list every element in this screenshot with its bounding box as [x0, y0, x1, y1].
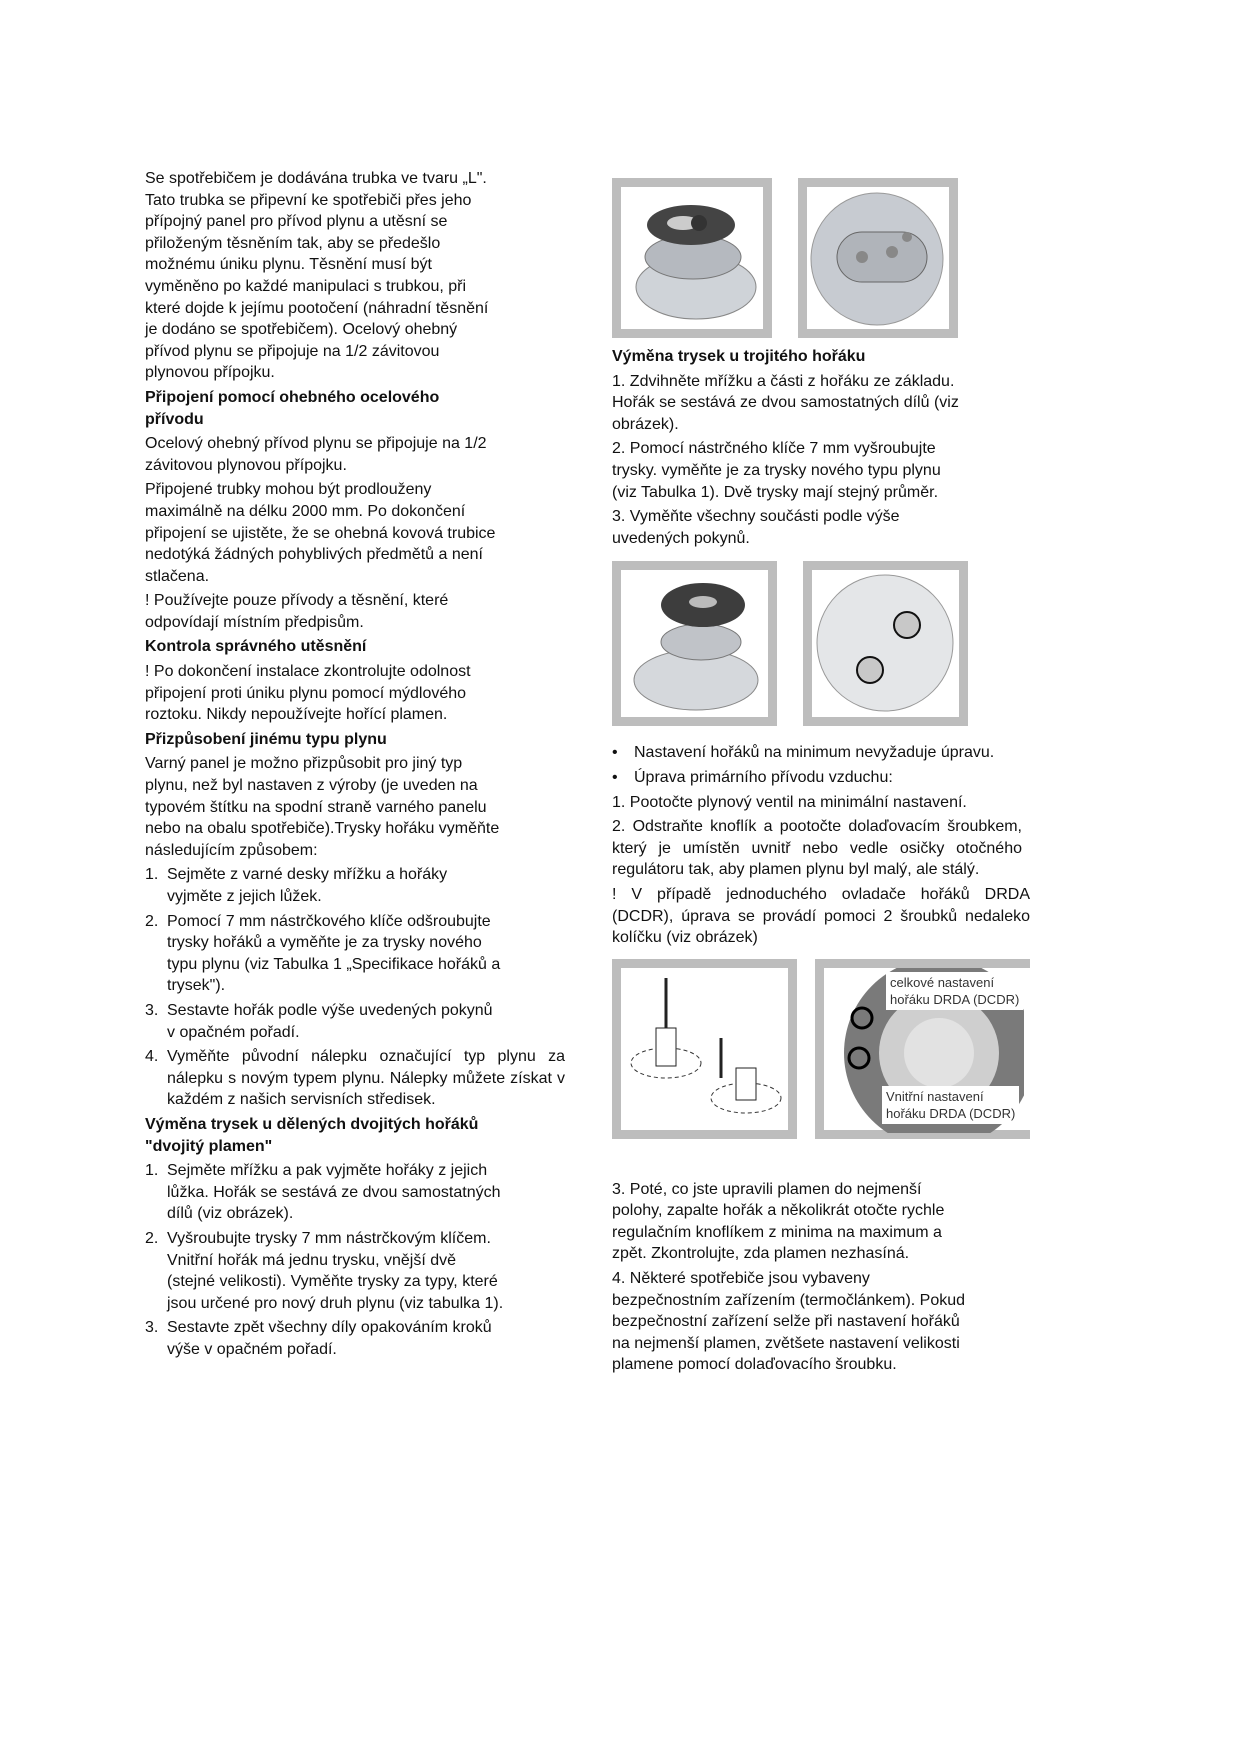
list-text: Sestavte zpět všechny díly opakováním kroků výše v opačném pořadí.: [167, 1319, 492, 1358]
list-text: Pomocí 7 mm nástrčkového klíče odšroubujte trysky hořáků a vyměňte je za trysky nového typu plynu (viz Tabulka 1 „Specifikace hořáků a trysek").: [167, 912, 501, 995]
paragraph: 1. Pootočte plynový ventil na minimální nastavení.: [612, 793, 967, 811]
bullet-icon: •: [612, 768, 618, 786]
section-heading: Výměna trysek u trojitého hořáku: [612, 348, 866, 365]
section-heading: Přizpůsobení jinému typu plynu: [145, 730, 387, 748]
paragraph: Připojené trubky mohou být prodlouženy maximálně na délku 2000 mm. Po dokončení připojení se ujistěte, že se ohebná kovová trubice nedotýká žádných pohyblivých předmětů a není stlačena.: [145, 481, 496, 585]
paragraph: 2. Odstraňte knoflík a pootočte dolaďovacím šroubkem, který je umístěn uvnitř nebo vedle osičky otočného regulátoru tak, aby plamen plynu byl malý, ale stálý.: [612, 818, 1022, 879]
section-heading: Připojení pomocí ohebného ocelového přívodu: [145, 388, 440, 428]
list-item: [145, 864, 575, 907]
bullet-text: Nastavení hořáků na minimum nevyžaduje úpravu.: [634, 744, 995, 762]
bullet-text: Úprava primárního přívodu vzduchu:: [634, 768, 893, 786]
figure-label: Vnitřní nastavení hořáku DRDA (DCDR): [882, 1086, 1019, 1124]
right-column: [612, 178, 1032, 1379]
triple-burner-exploded-figure: [612, 561, 777, 726]
figure-label: celkové nastavení hořáku DRDA (DCDR): [886, 972, 1023, 1010]
warning-paragraph: ! Po dokončení instalace zkontrolujte odolnost připojení proti úniku plynu pomocí mýdlového roztoku. Nikdy nepoužívejte hořící plamen.: [145, 663, 471, 724]
list-number: 1.: [145, 1162, 159, 1180]
paragraph: 3. Poté, co jste upravili plamen do nejmenší polohy, zapalte hořák a několikrát otočte rychle regulačním knoflíkem z minima na maximum a zpět. Zkontrolujte, zda plamen nezhasíná.: [612, 1180, 945, 1263]
list-number: 3.: [145, 1001, 159, 1019]
list-number: 3.: [145, 1319, 159, 1337]
paragraph: 2. Pomocí nástrčného klíče 7 mm vyšroubujte trysky. vyměňte je za trysky nového typu plynu (viz Tabulka 1). Dvě trysky mají stejný průměr.: [612, 440, 941, 501]
paragraph: 4. Některé spotřebiče jsou vybaveny bezpečnostním zařízením (termočlánkem). Pokud bezpečnostní zařízení selže při nastavení hořáků na nejmenší plamen, zvětšete nastavení velikosti plamene pomocí dolaďovacího šroubku.: [612, 1270, 966, 1374]
burner-exploded-figure: [612, 178, 772, 338]
warning-paragraph: ! Používejte pouze přívody a těsnění, které odpovídají místním předpisům.: [145, 592, 449, 631]
paragraph: Ocelový ohebný přívod plynu se připojuje na 1/2 závitovou plynovou přípojku.: [145, 435, 487, 474]
list-item: [145, 1160, 575, 1225]
section-heading: Kontrola správného utěsnění: [145, 638, 367, 656]
list-number: 1.: [145, 866, 159, 884]
valve-screw-figure: [612, 959, 797, 1139]
figure-row-dual-burner: [612, 178, 1032, 338]
section-heading: Výměna trysek u dělených dvojitých hořáků "dvojitý plamen": [145, 1115, 479, 1155]
list-text: Sestavte hořák podle výše uvedených pokynů v opačném pořadí.: [167, 1001, 493, 1041]
list-text: Sejměte z varné desky mřížku a hořáky vyjměte z jejich lůžek.: [167, 866, 448, 905]
list-item: [145, 1228, 575, 1314]
paragraph: 3. Vyměňte všechny součásti podle výše uvedených pokynů.: [612, 508, 900, 547]
list-text: Vyšroubujte trysky 7 mm nástrčkovým klíčem. Vnitřní hořák má jednu trysku, vnější dvě (stejné velikosti). Vyměňte trysky za typy, které jsou určené pro nový druh plynu (viz tabulka 1).: [167, 1229, 504, 1312]
list-item: [145, 911, 575, 997]
paragraph: Se spotřebičem je dodávána trubka ve tvaru „L". Tato trubka se připevní ke spotřebiči přes jeho přípojný panel pro přívod plynu a utěsní se přiloženým těsněním tak, aby se předešlo možnému úniku plynu. Těsnění musí být vyměněno po každé manipulaci s trubkou, při které dojde k jejímu pootočení (náhradní těsnění je dodáno se spotřebičem). Ocelový ohebný přívod plynu se připojuje na 1/2 závitovou plynovou přípojku.: [145, 170, 489, 382]
left-column: [145, 168, 575, 1363]
paragraph: Varný panel je možno přizpůsobit pro jiný typ plynu, než byl nastaven z výroby (je uveden na typovém štítku na spodní straně varného panelu nebo na obalu spotřebiče).Trysky hořáku vyměňte následujícím způsobem:: [145, 755, 500, 859]
list-item: [145, 1046, 575, 1111]
bullet-item: [612, 742, 1032, 764]
list-text: Sejměte mřížku a pak vyjměte hořáky z jejich lůžka. Hořák se sestává ze dvou samostatných dílů (viz obrázek).: [167, 1162, 501, 1223]
figure-row-drda: [612, 959, 1032, 1139]
drda-adjustment-figure: [815, 959, 1030, 1139]
list-number: 4.: [145, 1048, 159, 1066]
list-text: Vyměňte původní nálepku označující typ plynu za nálepku s novým typem plynu. Nálepky můžete získat v každém z našich servisních středisek.: [167, 1048, 565, 1109]
warning-paragraph: ! V případě jednoduchého ovladače hořáků DRDA (DCDR), úprava se provádí pomoci 2 šroubků nedaleko kolíčku (viz obrázek): [612, 885, 1030, 947]
list-item: [145, 1317, 575, 1360]
list-number: 2.: [145, 912, 159, 930]
paragraph: 1. Zdvihněte mřížku a části z hořáku ze základu. Hořák se sestává ze dvou samostatných dílů (viz obrázek).: [612, 372, 959, 433]
list-item: [145, 1000, 575, 1043]
burner-base-figure: [798, 178, 958, 338]
triple-burner-base-figure: [803, 561, 968, 726]
list-number: 2.: [145, 1229, 159, 1247]
bullet-icon: •: [612, 744, 618, 762]
figure-row-triple-burner: [612, 561, 1032, 726]
bullet-item: [612, 767, 1032, 789]
